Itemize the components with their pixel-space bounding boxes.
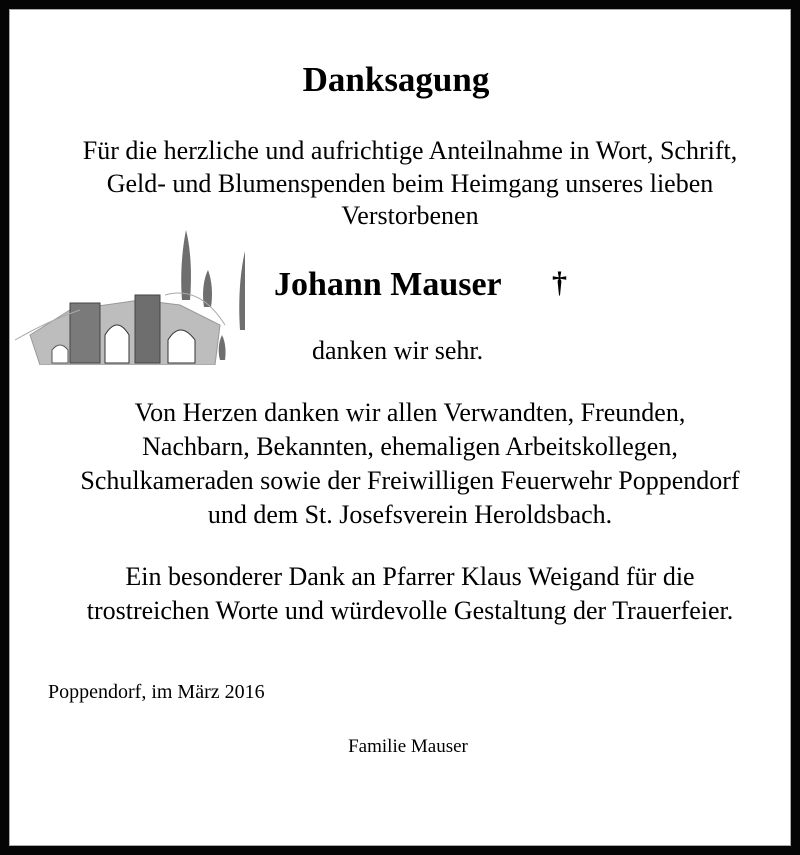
place-date: Poppendorf, im März 2016 [48,681,265,703]
cypress-tree [181,230,191,300]
bridge [30,295,220,365]
paragraph1-line: und dem St. Josefsverein Heroldsbach. [207,500,613,529]
intro-line: Verstorbenen [341,201,479,230]
cross-icon: † [552,266,567,299]
notice-title: Danksagung [302,60,490,99]
deceased-name: Johann Mauser [274,266,502,303]
intro-line: Für die herzliche und aufrichtige Anteilnahme in Wort, Schrift, [82,136,738,165]
notice-inner-border [9,9,791,846]
signature: Familie Mauser [348,736,468,757]
cypress-tree [239,247,245,330]
cypress-tree [219,335,226,360]
paragraph1-line: Von Herzen danken wir allen Verwandten, Freunden, [134,398,686,427]
bridge-illustration [10,225,245,365]
paragraph2-line: trostreichen Worte und würdevolle Gestaltung der Trauerfeier. [86,596,734,625]
thanks-short: danken wir sehr. [312,336,484,365]
intro-line: Geld- und Blumenspenden beim Heimgang unseres lieben [106,169,714,198]
paragraph2-line: Ein besonderer Dank an Pfarrer Klaus Weigand für die [125,562,695,591]
paragraph1-line: Nachbarn, Bekannten, ehemaligen Arbeitskollegen, [142,432,678,461]
paragraph1-line: Schulkameraden sowie der Freiwilligen Feuerwehr Poppendorf [80,466,740,495]
